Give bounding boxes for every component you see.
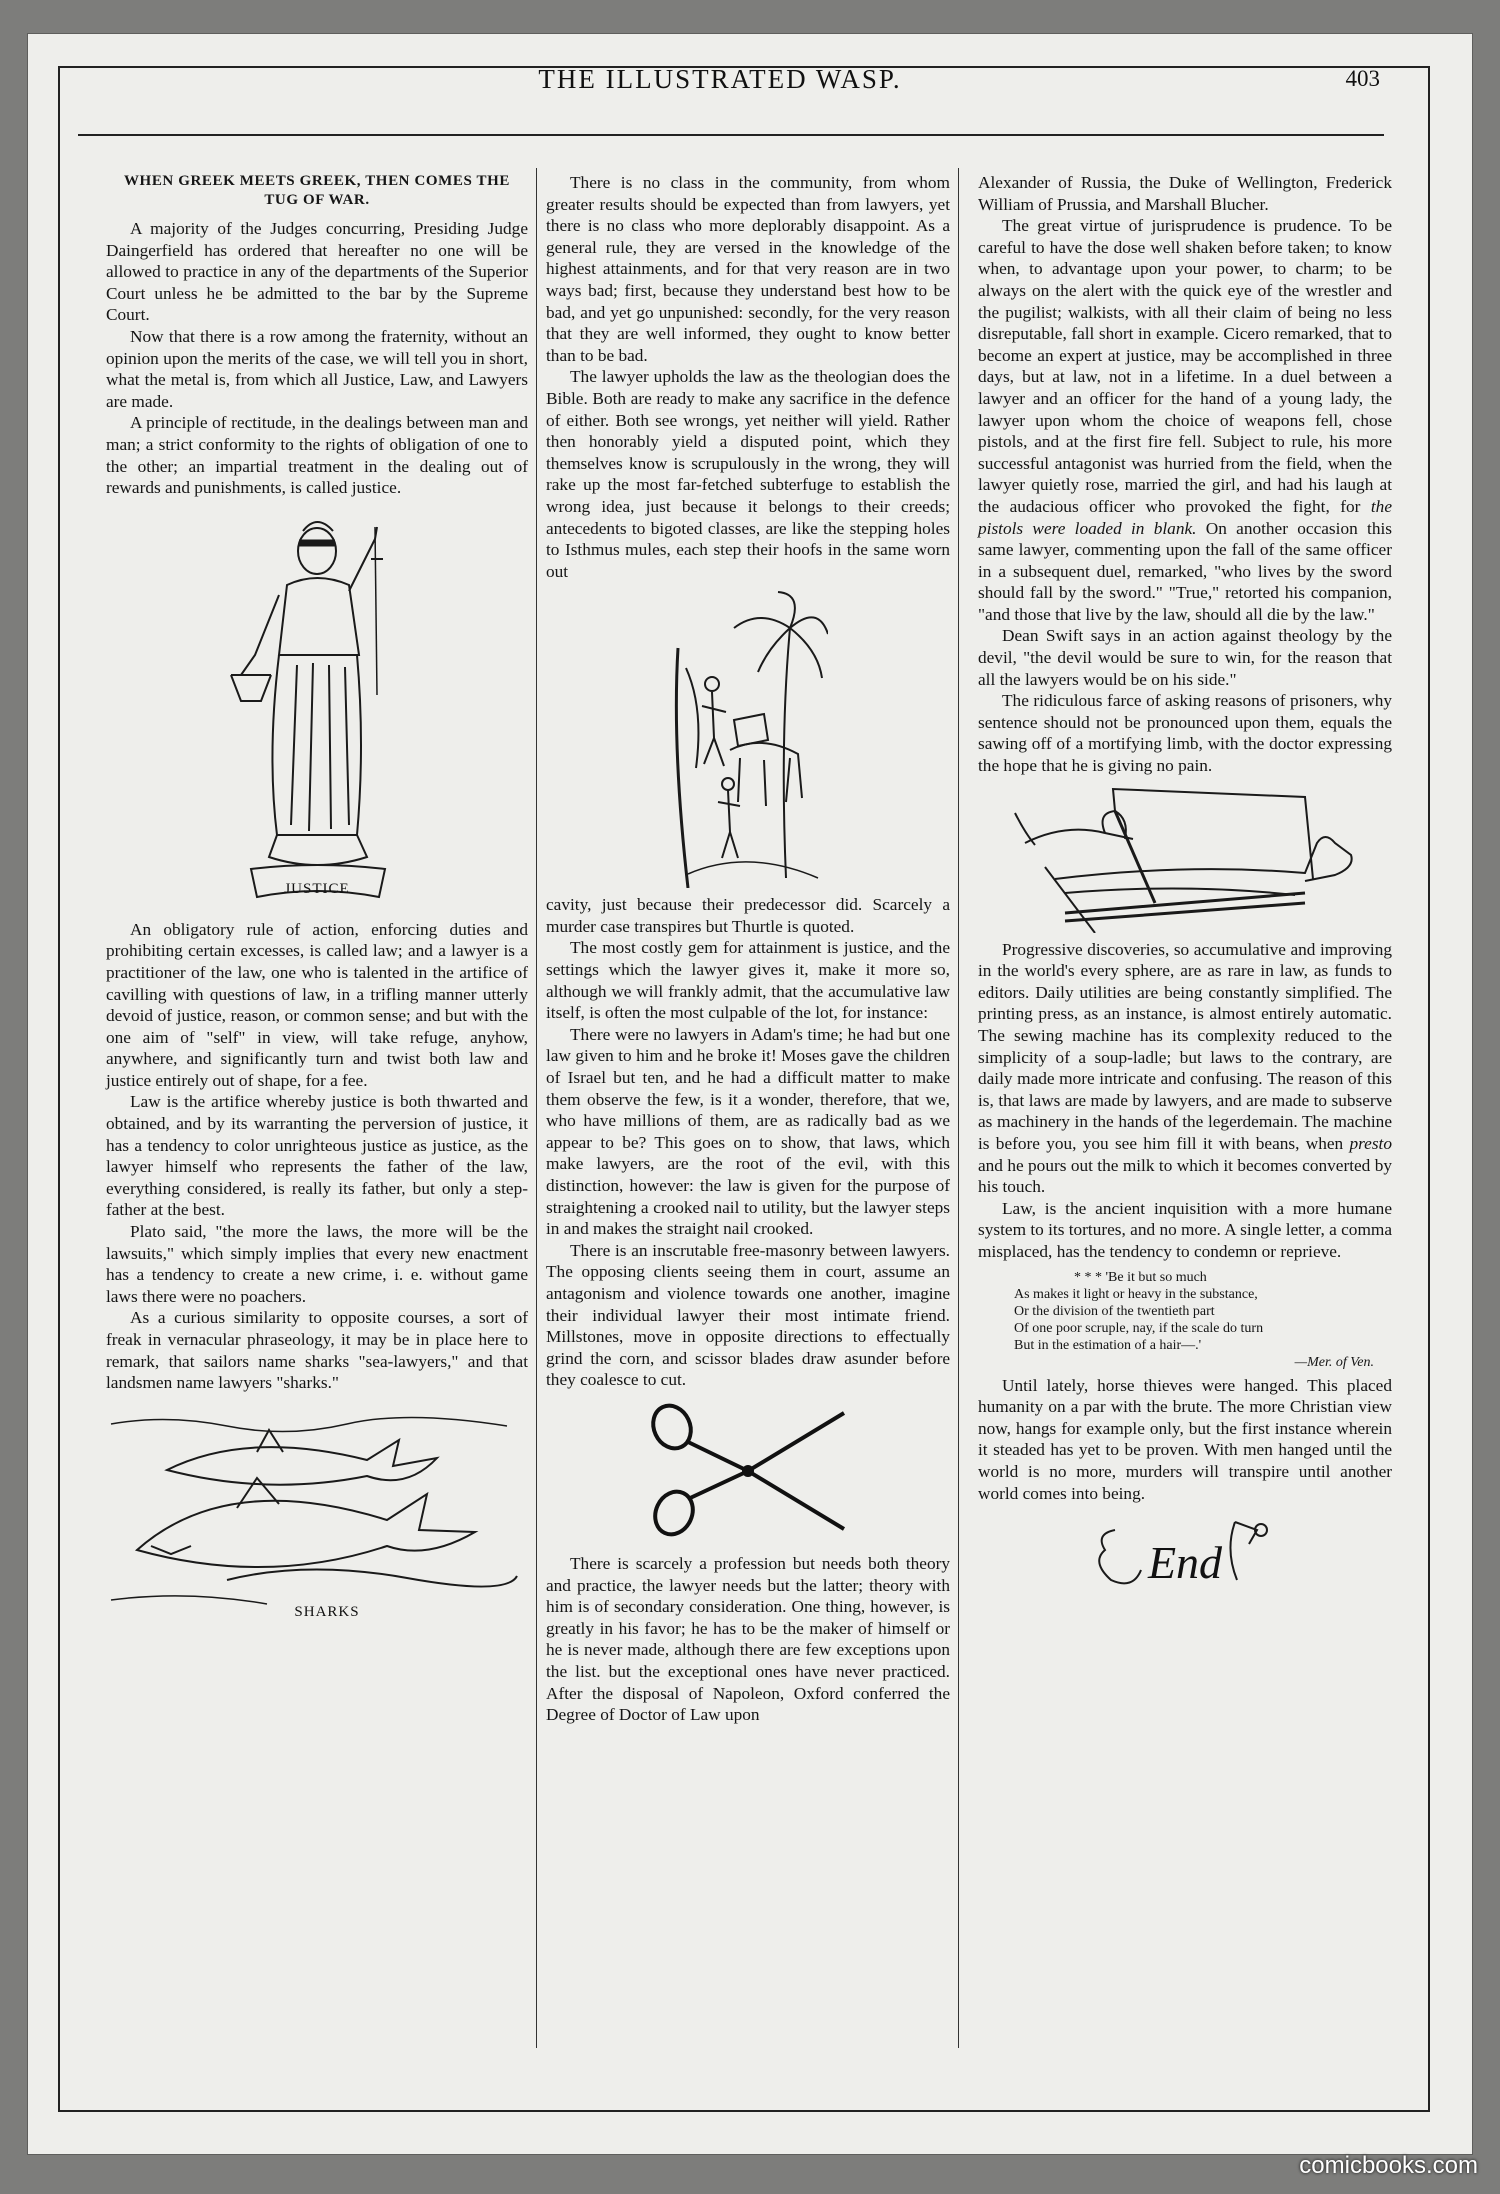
paragraph: Alexander of Russia, the Duke of Wellington, Frederick William of Prussia, and Marshall Blucher. <box>978 173 1392 214</box>
paragraph: Law is the artifice whereby justice is both thwarted and obtained, and by its warranting the perversion of justice, it has a tendency to color unrighteous justice as justice, as the lawyer himself who represents the father of the law, everything considered, is really its father, but only a step-father at the best. <box>106 1092 528 1220</box>
text-run: On another occasion this same lawyer, commenting upon the fall of the same officer in a subsequent duel, remarked, "who lives by the sword should fall by the sword." "True," retorted his companion, "and those that live by the law, should all die by the law." <box>978 518 1392 624</box>
paragraph: cavity, just because their predecessor did. Scarcely a murder case transpires but Thurtle is quoted. <box>546 895 950 936</box>
verse-line: Or the division of the twentieth part <box>1014 1303 1215 1319</box>
mules-illustration <box>668 588 828 888</box>
end-mark: End <box>1147 1537 1223 1589</box>
verse-attribution: —Mer. of Ven. <box>1294 1354 1374 1370</box>
column-2 <box>546 172 950 1726</box>
paragraph: Dean Swift says in an action against theology by the devil, "the devil would be sure to win, for the reason that all the lawyers would be on his side." <box>978 626 1392 689</box>
saw-illustration <box>1005 783 1365 933</box>
paragraph: The lawyer upholds the law as the theologian does the Bible. Both are ready to make any sacrifice in the defence of either. Both see wrongs, yet neither will yield. Rather then honorably yield a disputed point, which they themselves know is scrupulously in the wrong, they will rake up the most far-fetched subterfuge to establish the wrong idea, just because it belongs to their creeds; antecedents to bigoted classes, are like the stepping holes to Isthmus mules, each step their hoofs in the same worn out <box>546 367 950 581</box>
text-run: The great virtue of jurisprudence is prudence. To be careful to have the dose well shaken before taken; to know when, to advantage upon your power, to charm; to be always on the alert with the quick eye of the wrestler and the pugilist; walkists, with all their claim of being no less disreputable, fall short in example. Cicero remarked, that to become an expert at justice, may be accomplished in three days, but at law, not in a lifetime. In a duel between a lawyer and an officer for the hand of a young lady, the lawyer upon whom the choice of weapons fell, chose pistols, and at the first fire fell. Subject to rule, his more successful antagonist was hurried from the field, when the lawyer quietly rose, married the girl, and had his laugh at the audacious officer who provoked the fight, for <box>978 216 1392 516</box>
sharks-caption: SHARKS <box>294 1603 360 1620</box>
verse-line: * * * 'Be it but so much <box>1074 1269 1207 1285</box>
paragraph: Plato said, "the more the laws, the more will be the lawsuits," which simply implies that every new enactment has a tendency to create a new crime, i. e. without game laws there were no poachers. <box>106 1222 528 1306</box>
paragraph: Until lately, horse thieves were hanged. This placed humanity on a par with the brute. The more Christian view now, hangs for example only, but the first instance wherein it steaded has yet to be proven. With men hanged until the world is no more, murders will transpire until another world comes into being. <box>978 1375 1392 1503</box>
paragraph: There is scarcely a profession but needs both theory and practice, the lawyer needs but the latter; theory with him is of secondary consideration. One thing, however, is greatly in his favor; he has to be the maker of himself or he is never made, although there are few exceptions upon the list. but the exceptional ones have never practiced. After the disposal of Napoleon, Oxford conferred the Degree of Doctor of Law upon <box>546 1553 950 1725</box>
italic-run: the pistols were loaded in blank. <box>978 496 1392 538</box>
italic-run: presto <box>1349 1133 1392 1153</box>
verse-line: Of one poor scruple, nay, if the scale do turn <box>1014 1320 1264 1336</box>
paragraph: Law, is the ancient inquisition with a more humane system to its tortures, and no more. A single letter, a comma misplaced, has the tendency to condemn or reprieve. <box>978 1198 1392 1261</box>
paragraph: Now that there is a row among the fraternity, without an opinion upon the merits of the case, we will tell you in short, what the metal is, from which all Justice, Law, and Lawyers are made. <box>106 326 528 411</box>
verse-quote <box>1014 1269 1392 1371</box>
page-number: 403 <box>1345 66 1380 91</box>
verse-line: As makes it light or heavy in the substance, <box>1014 1286 1258 1302</box>
end-mark-illustration <box>1085 1510 1285 1600</box>
paragraph: There were no lawyers in Adam's time; he had but one law given to him and he broke it! Moses gave the children of Israel but ten, and he had a difficult matter to make them observe the few, is it a wonder, therefore, that we, who have millions of them, are as radically bad as we appear to be? This goes on to show, that laws, which make lawyers, are the root of the evil, with this distinction, however: the law is given for the purpose of straightening a crooked nail to utility, but the lawyer steps in and makes the straight nail crooked. <box>546 1024 950 1239</box>
paragraph: There is an inscrutable free-masonry between lawyers. The opposing clients seeing them in court, assume an antagonism and violence towards one another, imagine their individual lawyer their most intimate friend. Millstones, move in opposite directions to effectually grind the corn, and scissor blades draw asunder before they coalesce to cut. <box>546 1240 950 1390</box>
verse-line: But in the estimation of a hair—.' <box>1014 1337 1202 1353</box>
justice-illustration <box>217 505 417 913</box>
paragraph: A majority of the Judges concurring, Presiding Judge Daingerfield has ordered that hereafter no one will be allowed to practice in any of the departments of the Superior Court unless he be admitted to the bar by the Supreme Court. <box>106 219 528 325</box>
column-3 <box>978 172 1392 1606</box>
justice-caption: JUSTICE <box>284 880 350 897</box>
text-run: and he pours out the milk to which it becomes converted by his touch. <box>978 1155 1392 1197</box>
running-title: THE ILLUSTRATED WASP. <box>538 64 902 94</box>
paragraph: A principle of rectitude, in the dealings between man and man; a strict conformity to the rights of obligation of one to the other; an impartial treatment in the dealing out of rewards and punishments, is called justice. <box>106 413 528 498</box>
paragraph: The most costly gem for attainment is justice, and the settings which the lawyer gives it, make it more so, although we will frankly admit, that the accumulative law itself, is often the most culpable of the lot, for instance: <box>546 938 950 1023</box>
column-1 <box>106 172 528 1634</box>
header-rule <box>78 134 1384 136</box>
paragraph: An obligatory rule of action, enforcing duties and prohibiting certain excesses, is called law; and a lawyer is a practitioner of the law, one who is talented in the artifice of cavilling with questions of law, in a trifling manner utterly devoid of justice, reason, or common sense; and but with the one aim of "self" in view, will take refuge, anyhow, anywhere, and significantly turn and twist both law and justice entirely out of shape, for a fee. <box>106 919 528 1090</box>
column-divider-1 <box>536 168 537 2048</box>
scissors-illustration <box>638 1397 858 1547</box>
paragraph <box>978 215 1392 625</box>
sharks-illustration <box>107 1400 527 1628</box>
column-divider-2 <box>958 168 959 2048</box>
watermark: comicbooks.com <box>1299 2152 1478 2179</box>
paragraph: There is no class in the community, from whom greater results should be expected than from lawyers, yet there is no class who more deplorably disappoint. As a general rule, they are versed in the knowledge of the highest attainments, and for that very reason are in two ways bad; first, because they understand best how to be bad, and yet go unpunished: secondly, for the very reason that they are well informed, they ought to know better than to be bad. <box>546 173 950 365</box>
paragraph: As a curious similarity to opposite courses, a sort of freak in vernacular phraseology, it may be in place here to remark, that sailors name sharks "sea-lawyers," and that landsmen name lawyers "sharks." <box>106 1308 528 1393</box>
paragraph: The ridiculous farce of asking reasons of prisoners, why sentence should not be pronounced upon them, equals the sawing off of a mortifying limb, with the doctor expressing the hope that he is giving no pain. <box>978 691 1392 776</box>
article-headline: WHEN GREEK MEETS GREEK, THEN COMES THE TUG OF WAR. <box>123 173 511 208</box>
running-head <box>60 64 1380 108</box>
paragraph <box>978 939 1392 1198</box>
text-run: Progressive discoveries, so accumulative and improving in the world's every sphere, are as rare in law, as funds to editors. Daily utilities are being constantly simplified. The printing press, as an instance, is almost entirely automatic. The sewing machine has its complexity reduced to the simplicity of a soup-ladle; but laws to the contrary, are daily made more intricate and confusing. The reason of this is, that laws are made by lawyers, and are made to subserve as machinery in the hands of the legerdemain. The machine is before you, you see him fill it with beans, when <box>978 939 1392 1153</box>
